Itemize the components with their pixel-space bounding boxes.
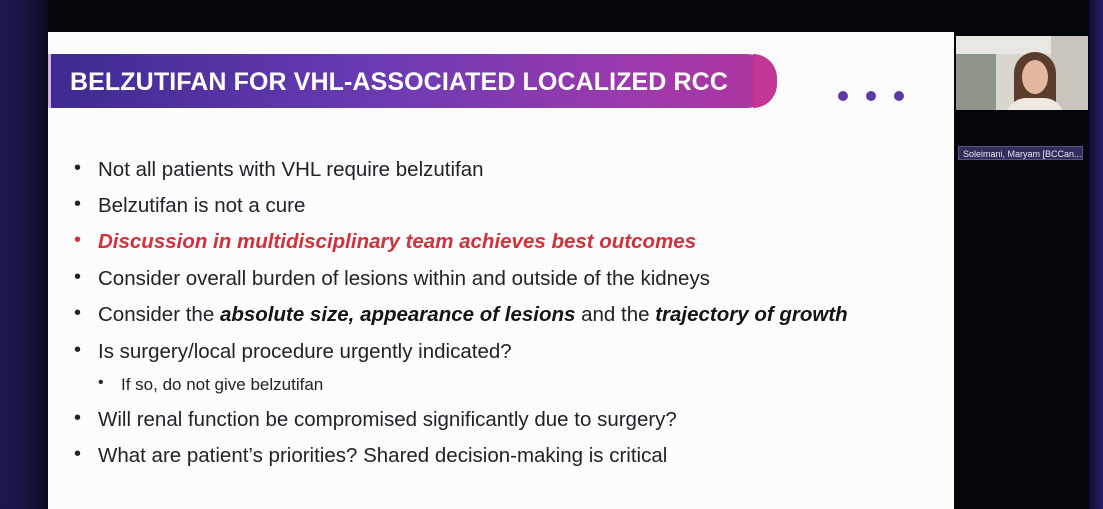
left-window-frame xyxy=(0,0,48,509)
bullet-text: If so, do not give belzutifan xyxy=(121,375,324,394)
presentation-slide: BELZUTIFAN FOR VHL-ASSOCIATED LOCALIZED RCC • Not all patients with VHL require belzutifan • Belzutifan is not a cure • Discussion in multidisciplinary team achieves best outcomes • Consider overall burden of lesions within and outside of the kidneys • Consider the absolute size, appearance of lesions and the trajectory of growth • Is surgery/local procedure urgently indicated? • If so, do not give belzutifan • Will renal function be compromised significantly due to surgery? • What are patient’s priorities? Shared decision-making is critical xyxy=(48,32,954,509)
bullet-text: What are patient’s priorities? Shared decision-making is critical xyxy=(98,444,668,467)
title-banner xyxy=(48,54,773,108)
bullet-emphasis: trajectory of growth xyxy=(655,303,848,326)
bullet-text xyxy=(98,303,848,327)
bullet-text: Will renal function be compromised significantly due to surgery? xyxy=(98,408,677,431)
bullet-text: Consider overall burden of lesions within and outside of the kidneys xyxy=(98,267,710,290)
participant-name-label: Soleimani, Maryam [BCCan... xyxy=(958,146,1083,160)
slide-title: BELZUTIFAN FOR VHL-ASSOCIATED LOCALIZED RCC xyxy=(70,68,728,96)
bullet-text: Discussion in multidisciplinary team achieves best outcomes xyxy=(98,230,697,253)
participant-video-tile[interactable] xyxy=(956,36,1088,110)
bullet-text: Belzutifan is not a cure xyxy=(98,194,306,217)
bullet-text-run: Consider the xyxy=(98,303,220,326)
right-window-frame xyxy=(1089,0,1103,509)
bullet-text: Is surgery/local procedure urgently indicated? xyxy=(98,340,512,363)
bullet-emphasis: absolute size, appearance of lesions xyxy=(219,303,576,326)
bullet-text-run: and the xyxy=(575,303,656,326)
bullet-text: Not all patients with VHL require belzutifan xyxy=(98,158,484,181)
